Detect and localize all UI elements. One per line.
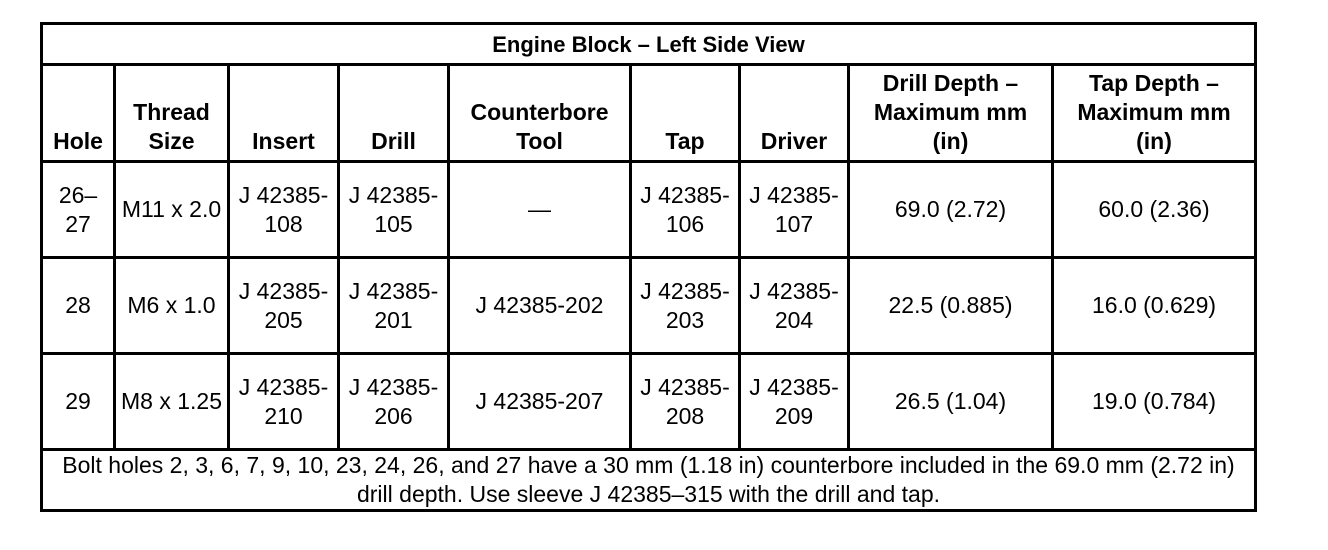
cell-tap: J 42385-203	[631, 258, 740, 354]
cell-counterbore-tool: J 42385-202	[449, 258, 631, 354]
cell-driver: J 42385-204	[740, 258, 849, 354]
table-row	[42, 354, 1256, 450]
cell-thread-size: M6 x 1.0	[115, 258, 229, 354]
cell-hole: 28	[42, 258, 115, 354]
cell-tap: J 42385-106	[631, 162, 740, 258]
cell-drill: J 42385-105	[339, 162, 449, 258]
cell-insert: J 42385-205	[229, 258, 339, 354]
cell-drill: J 42385-206	[339, 354, 449, 450]
header-tap-depth: Tap Depth – Maximum mm (in)	[1053, 65, 1256, 162]
cell-driver: J 42385-107	[740, 162, 849, 258]
cell-tap-depth: 16.0 (0.629)	[1053, 258, 1256, 354]
header-driver: Driver	[740, 65, 849, 162]
header-counterbore-tool: Counterbore Tool	[449, 65, 631, 162]
cell-tap: J 42385-208	[631, 354, 740, 450]
header-drill: Drill	[339, 65, 449, 162]
cell-tap-depth: 60.0 (2.36)	[1053, 162, 1256, 258]
cell-thread-size: M11 x 2.0	[115, 162, 229, 258]
header-tap: Tap	[631, 65, 740, 162]
cell-driver: J 42385-209	[740, 354, 849, 450]
cell-counterbore-tool: —	[449, 162, 631, 258]
footnote: Bolt holes 2, 3, 6, 7, 9, 10, 23, 24, 26, and 27 have a 30 mm (1.18 in) counterbore included in the 69.0 mm (2.72 in) drill depth. Use sleeve J 42385–315 with the drill and tap.	[42, 450, 1256, 511]
header-hole: Hole	[42, 65, 115, 162]
header-row	[42, 65, 1256, 162]
table-title: Engine Block – Left Side View	[42, 24, 1256, 65]
cell-drill: J 42385-201	[339, 258, 449, 354]
table-row	[42, 162, 1256, 258]
cell-hole: 26–27	[42, 162, 115, 258]
spec-table	[40, 22, 1257, 512]
cell-insert: J 42385-210	[229, 354, 339, 450]
table-row	[42, 258, 1256, 354]
header-insert: Insert	[229, 65, 339, 162]
cell-tap-depth: 19.0 (0.784)	[1053, 354, 1256, 450]
cell-thread-size: M8 x 1.25	[115, 354, 229, 450]
header-thread-size: Thread Size	[115, 65, 229, 162]
cell-drill-depth: 69.0 (2.72)	[849, 162, 1053, 258]
cell-drill-depth: 26.5 (1.04)	[849, 354, 1053, 450]
cell-hole: 29	[42, 354, 115, 450]
header-drill-depth: Drill Depth – Maximum mm (in)	[849, 65, 1053, 162]
cell-counterbore-tool: J 42385-207	[449, 354, 631, 450]
cell-drill-depth: 22.5 (0.885)	[849, 258, 1053, 354]
cell-insert: J 42385-108	[229, 162, 339, 258]
